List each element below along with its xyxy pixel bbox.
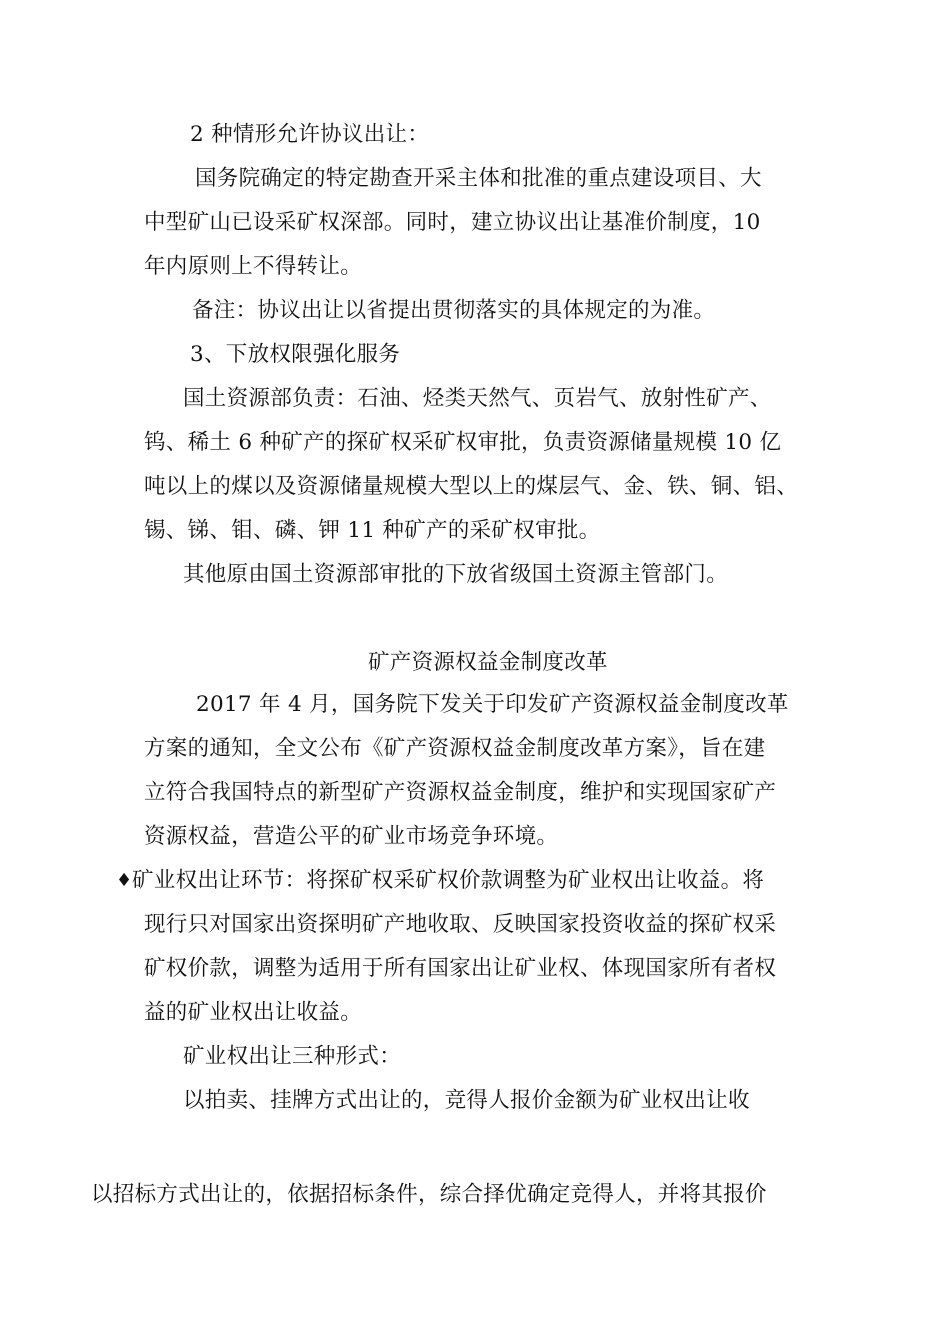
bullet-line: 现行只对国家出资探明矿产地收取、反映国家投资收益的探矿权采 bbox=[144, 912, 777, 937]
form-line: 以招标方式出让的，依据招标条件，综合择优确定竞得人，并将其报价 bbox=[91, 1182, 767, 1207]
bullet-line: 矿权价款，调整为适用于所有国家出让矿业权、体现国家所有者权 bbox=[144, 956, 777, 981]
bullet-symbol: ♦ bbox=[116, 870, 133, 891]
paragraph-line: 其他原由国土资源部审批的下放省级国土资源主管部门。 bbox=[183, 562, 729, 587]
note-line: 备注：协议出让以省提出贯彻落实的具体规定的为准。 bbox=[192, 298, 716, 323]
paragraph-line: 2017 年 4 月，国务院下发关于印发矿产资源权益金制度改革 bbox=[196, 692, 789, 717]
section3-title: 矿产资源权益金制度改革 bbox=[368, 650, 608, 675]
paragraph-line: 锡、锑、钼、磷、钾 11 种矿产的采矿权审批。 bbox=[144, 518, 601, 543]
bullet-line: 益的矿业权出让收益。 bbox=[144, 1000, 363, 1025]
bullet-line: 矿业权出让环节：将探矿权采矿权价款调整为矿业权出让收益。将 bbox=[132, 868, 765, 893]
paragraph-line: 立符合我国特点的新型矿产资源权益金制度，维护和实现国家矿产 bbox=[144, 780, 777, 805]
paragraph-line: 中型矿山已设采矿权深部。同时，建立协议出让基准价制度，10 bbox=[144, 210, 761, 235]
section2-heading: 3、下放权限强化服务 bbox=[190, 342, 401, 367]
paragraph-line: 资源权益，营造公平的矿业市场竞争环境。 bbox=[144, 824, 559, 849]
section1-heading: 2 种情形允许协议出让： bbox=[190, 122, 430, 147]
paragraph-line: 方案的通知，全文公布《矿产资源权益金制度改革方案》，旨在建 bbox=[144, 736, 766, 761]
paragraph-line: 吨以上的煤以及资源储量规模大型以上的煤层气、金、铁、铜、铝、 bbox=[144, 474, 799, 499]
paragraph-line: 国务院确定的特定勘查开采主体和批准的重点建设项目、大 bbox=[195, 166, 762, 191]
paragraph-line: 钨、稀土 6 种矿产的探矿权采矿权审批，负责资源储量规模 10 亿 bbox=[144, 430, 782, 455]
paragraph-line: 国土资源部负责：石油、烃类天然气、页岩气、放射性矿产、 bbox=[183, 386, 772, 411]
paragraph-line: 年内原则上不得转让。 bbox=[144, 254, 363, 279]
form-line: 以拍卖、挂牌方式出让的，竞得人报价金额为矿业权出让收 bbox=[183, 1088, 750, 1113]
forms-heading: 矿业权出让三种形式： bbox=[183, 1044, 402, 1069]
